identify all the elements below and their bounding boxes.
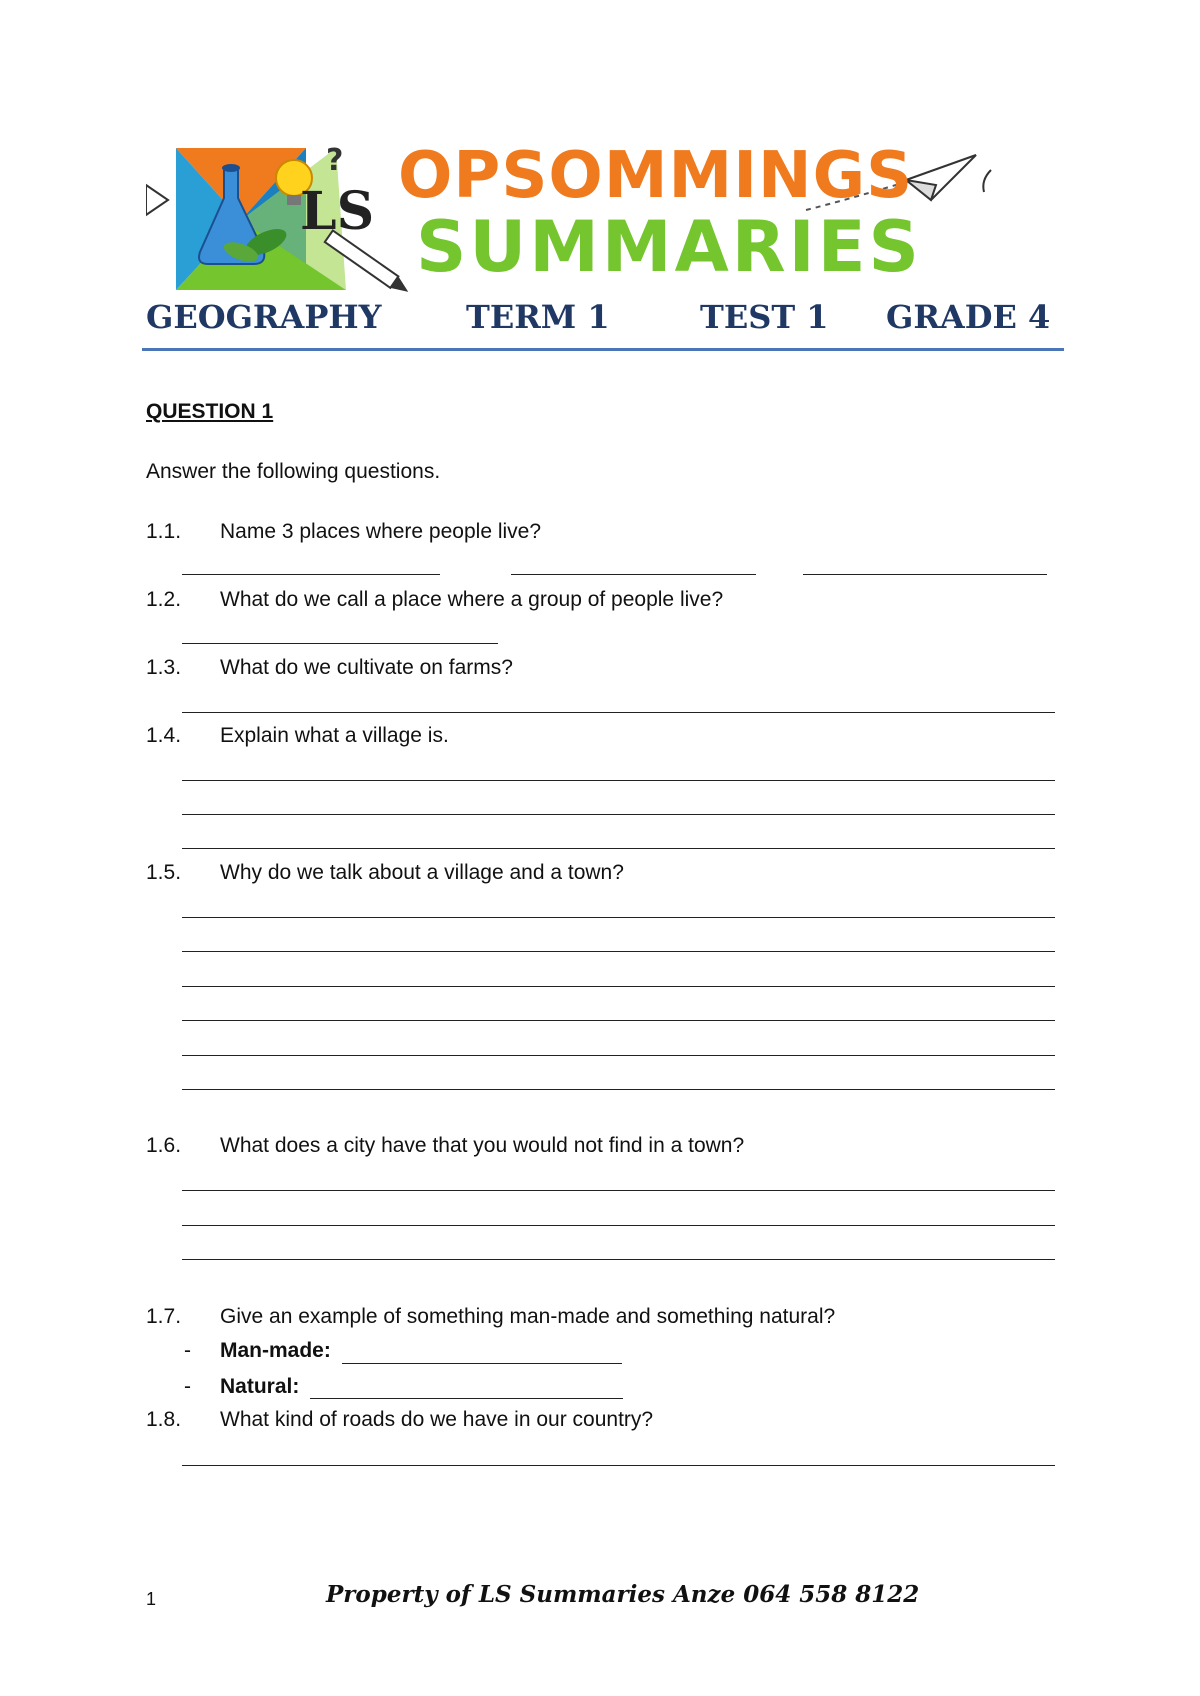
header-divider	[142, 348, 1064, 351]
answer-line[interactable]	[182, 986, 1055, 987]
brand-title-english: SUMMARIES	[416, 206, 922, 288]
answer-line[interactable]	[182, 643, 498, 644]
answer-line[interactable]	[182, 780, 1055, 781]
footer-property-notice: Property of LS Summaries Anze 064 558 8122	[326, 1581, 920, 1608]
natural-answer-line[interactable]	[310, 1398, 623, 1399]
subject-heading: GEOGRAPHY	[146, 298, 382, 336]
logo-initials: LS	[300, 181, 375, 242]
question-text: What kind of roads do we have in our country?	[220, 1408, 654, 1431]
grade-heading: GRADE 4	[886, 298, 1051, 336]
answer-line[interactable]	[182, 917, 1055, 918]
answer-line[interactable]	[182, 848, 1055, 849]
question-number: 1.4.	[146, 724, 182, 747]
question-number: 1.8.	[146, 1408, 182, 1431]
page-number: 1	[146, 1589, 157, 1609]
question-text: Name 3 places where people live?	[220, 520, 542, 543]
bullet-dash: -	[184, 1375, 191, 1398]
man-made-label: Man-made:	[220, 1339, 331, 1362]
answer-line[interactable]	[182, 1190, 1055, 1191]
answer-line[interactable]	[182, 1020, 1055, 1021]
svg-text:?: ?	[326, 143, 344, 178]
answer-line[interactable]	[182, 1225, 1055, 1226]
question-number: 1.7.	[146, 1305, 182, 1328]
question-number: 1.2.	[146, 588, 182, 611]
question-number: 1.5.	[146, 861, 182, 884]
question-number: 1.6.	[146, 1134, 182, 1157]
term-heading: TERM 1	[466, 298, 610, 336]
brand-title-afrikaans: OPSOMMINGS	[398, 139, 914, 213]
natural-label: Natural:	[220, 1375, 300, 1398]
instruction-text: Answer the following questions.	[146, 460, 441, 483]
answer-line[interactable]	[803, 574, 1047, 575]
question-text: What do we cultivate on farms?	[220, 656, 513, 679]
question-section-title: QUESTION 1	[146, 400, 274, 423]
question-number: 1.3.	[146, 656, 182, 679]
question-text: What do we call a place where a group of people live?	[220, 588, 724, 611]
man-made-answer-line[interactable]	[342, 1363, 622, 1364]
answer-line[interactable]	[182, 1089, 1055, 1090]
test-heading: TEST 1	[700, 298, 829, 336]
answer-line[interactable]	[182, 951, 1055, 952]
question-text: Why do we talk about a village and a town?	[220, 861, 624, 884]
bullet-dash: -	[184, 1339, 191, 1362]
answer-line[interactable]	[182, 1259, 1055, 1260]
question-text: What does a city have that you would not find in a town?	[220, 1134, 745, 1157]
answer-line[interactable]	[182, 712, 1055, 713]
answer-line[interactable]	[182, 574, 440, 575]
answer-line[interactable]	[511, 574, 756, 575]
question-text: Give an example of something man-made and something natural?	[220, 1305, 836, 1328]
question-text: Explain what a village is.	[220, 724, 449, 747]
answer-line[interactable]	[182, 1465, 1055, 1466]
question-number: 1.1.	[146, 520, 182, 543]
answer-line[interactable]	[182, 1055, 1055, 1056]
answer-line[interactable]	[182, 814, 1055, 815]
